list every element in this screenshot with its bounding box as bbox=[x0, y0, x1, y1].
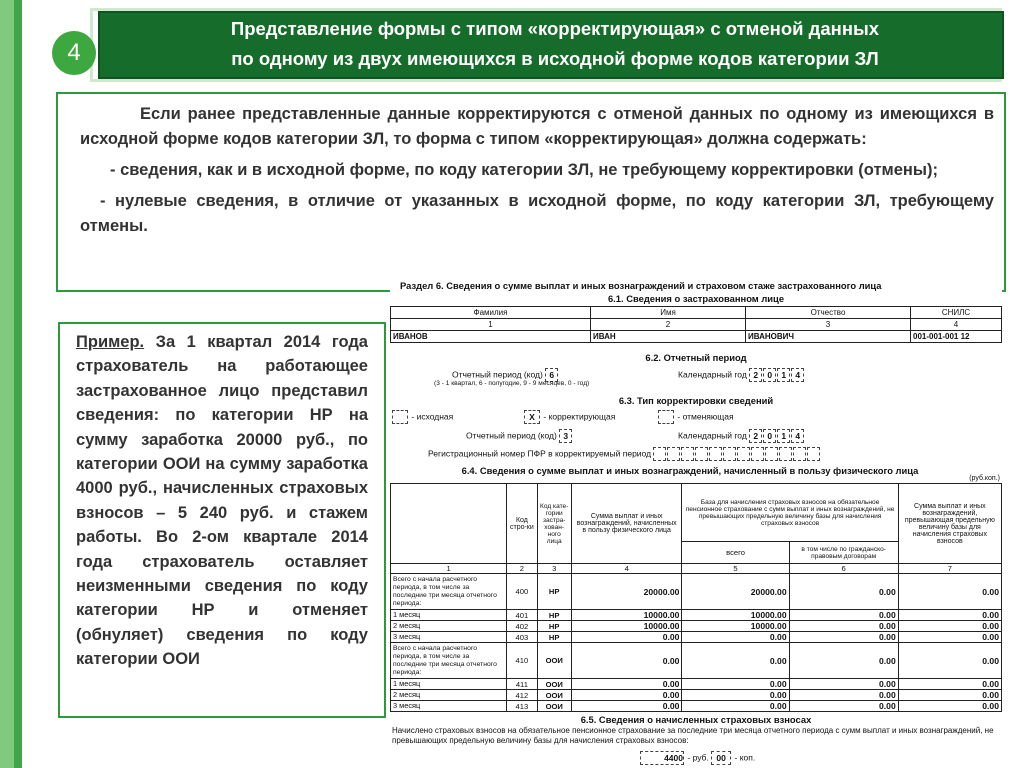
person-num: 4 bbox=[911, 319, 1002, 331]
table-row bbox=[391, 632, 1002, 643]
row-code: 410 bbox=[507, 643, 537, 679]
type-original-box bbox=[392, 410, 408, 424]
year-label: Календарный год bbox=[678, 369, 747, 380]
row-base-total: 0.00 bbox=[682, 701, 789, 712]
person-header: Имя bbox=[591, 307, 746, 319]
reg-box bbox=[667, 447, 680, 461]
s65-text: Начислено страховых взносов на обязательное пенсионное страхование за последние три месяца отчетного периода с сумм выплат и иных вознаграждений, не превышающих предельную величину базы для начисления страховых взносов: bbox=[392, 726, 994, 745]
table-row bbox=[391, 679, 1002, 690]
row-code: 411 bbox=[507, 679, 537, 690]
row-base-total: 0.00 bbox=[682, 632, 789, 643]
corr-period-code-box: 3 bbox=[559, 429, 572, 443]
row-label: 2 месяц bbox=[391, 621, 507, 632]
row-code: 413 bbox=[507, 701, 537, 712]
example-box bbox=[58, 322, 386, 718]
slide-title-line1: Представление формы с типом «корректирующая» с отменой данных bbox=[230, 18, 880, 39]
row-label: Всего с начала расчетного периода, в том числе за последние три месяца отчетного периода: bbox=[391, 643, 507, 679]
col-header-category: Код кате-гории застра-хован-ного лица bbox=[537, 484, 571, 564]
row-payments: 0.00 bbox=[571, 679, 682, 690]
row-base-civil: 0.00 bbox=[789, 632, 898, 643]
person-num: 2 bbox=[591, 319, 746, 331]
col-num: 4 bbox=[571, 564, 682, 574]
type-original-label: - исходная bbox=[411, 411, 454, 422]
type-cancel-label: - отменяющая bbox=[677, 411, 734, 422]
form-s61-title: 6.1. Сведения о застрахованном лице bbox=[607, 293, 785, 304]
period-label: Отчетный период (код) bbox=[452, 369, 543, 380]
col-header-payments: Сумма выплат и иных вознаграждений, начисленных в пользу физического лица bbox=[571, 484, 682, 564]
row-base-civil: 0.00 bbox=[789, 610, 898, 621]
row-base-total: 20000.00 bbox=[682, 574, 789, 610]
year-digit-box: 1 bbox=[777, 368, 790, 382]
row-payments: 20000.00 bbox=[571, 574, 682, 610]
row-code: 400 bbox=[507, 574, 537, 610]
intro-paragraph-2: - сведения, как и в исходной форме, по коду категории ЗЛ, не требующему корректировки (отмены); bbox=[110, 161, 938, 179]
row-category: ООИ bbox=[537, 701, 571, 712]
col-num: 6 bbox=[789, 564, 898, 574]
person-num: 3 bbox=[746, 319, 911, 331]
unit-label: (руб.коп.) bbox=[969, 475, 1000, 482]
left-decor-stripe bbox=[14, 0, 22, 768]
table-row bbox=[391, 621, 1002, 632]
col-num: 2 bbox=[507, 564, 537, 574]
col-num: 1 bbox=[391, 564, 507, 574]
slide-title-line2: по одному из двух имеющихся в исходной форме кодов категории ЗЛ bbox=[231, 48, 879, 69]
reg-row bbox=[428, 447, 821, 461]
row-excess: 0.00 bbox=[898, 690, 1001, 701]
type-cancel-row bbox=[658, 410, 734, 424]
s65-kop-box: 00 bbox=[711, 751, 731, 765]
row-excess: 0.00 bbox=[898, 610, 1001, 621]
row-label: Всего с начала расчетного периода, в том числе за последние три месяца отчетного периода: bbox=[391, 574, 507, 610]
person-patronymic: ИВАНОВИЧ bbox=[746, 331, 911, 343]
row-payments: 0.00 bbox=[571, 632, 682, 643]
person-table bbox=[390, 306, 1002, 343]
row-base-civil: 0.00 bbox=[789, 690, 898, 701]
type-original-row bbox=[392, 410, 453, 424]
slide-number-badge: 4 bbox=[52, 31, 96, 75]
row-category: НР bbox=[537, 621, 571, 632]
year-digit-box: 2 bbox=[749, 368, 762, 382]
form-s63-title: 6.3. Тип корректировки сведений bbox=[618, 395, 774, 406]
row-payments: 0.00 bbox=[571, 643, 682, 679]
reg-box bbox=[765, 447, 778, 461]
example-text: За 1 квартал 2014 года страхователь на работающее застрахованное лицо представил сведения: по категории НР на сумму заработка 20000 руб., по категории ООИ на сумму заработка 4000 руб., начисленных страховых взносов – 5 240 руб. и стажем работы. Во 2-ом квартале 2014 года страхователь оставляет неизменными сведения по коду категории НР и отменяет (обнуляет) сведения по коду категории ООИ bbox=[76, 333, 368, 669]
col-header-base-civil: в том числе по гражданско-правовым договорам bbox=[789, 542, 898, 564]
col-header-base: База для начисления страховых взносов на обязательное пенсионное страхование с сумм выплат и иных вознаграждений, не превышающих предельную величину базы для начисления страховых взносов bbox=[682, 484, 898, 542]
table-row bbox=[391, 643, 1002, 679]
col-num: 7 bbox=[898, 564, 1001, 574]
row-label: 2 месяц bbox=[391, 690, 507, 701]
row-payments: 0.00 bbox=[571, 690, 682, 701]
reg-box bbox=[793, 447, 806, 461]
row-category: ООИ bbox=[537, 643, 571, 679]
reg-box bbox=[681, 447, 694, 461]
row-category: ООИ bbox=[537, 679, 571, 690]
type-corrective-label: - корректирующая bbox=[543, 411, 616, 422]
reg-box bbox=[723, 447, 736, 461]
s65-rub-box: 4400 bbox=[640, 751, 684, 765]
reg-box bbox=[779, 447, 792, 461]
form-excerpt bbox=[390, 278, 1002, 764]
row-base-civil: 0.00 bbox=[789, 574, 898, 610]
corr-period-label: Отчетный период (код) bbox=[466, 430, 557, 441]
row-base-total: 0.00 bbox=[682, 679, 789, 690]
row-base-civil: 0.00 bbox=[789, 679, 898, 690]
reg-box bbox=[709, 447, 722, 461]
row-label: 3 месяц bbox=[391, 632, 507, 643]
reg-box bbox=[737, 447, 750, 461]
s65-kop-label: - коп. bbox=[734, 752, 756, 763]
type-corrective-box: X bbox=[524, 410, 540, 424]
col-num: 5 bbox=[682, 564, 789, 574]
form-s64-title: 6.4. Сведения о сумме выплат и иных вознаграждений, начисленный в пользу физического лица bbox=[461, 465, 919, 476]
reg-box bbox=[751, 447, 764, 461]
person-name: ИВАН bbox=[591, 331, 746, 343]
row-excess: 0.00 bbox=[898, 574, 1001, 610]
row-excess: 0.00 bbox=[898, 632, 1001, 643]
corr-period-row bbox=[466, 429, 573, 443]
table-row bbox=[391, 610, 1002, 621]
row-label: 1 месяц bbox=[391, 610, 507, 621]
row-base-civil: 0.00 bbox=[789, 643, 898, 679]
col-header-1 bbox=[391, 484, 507, 564]
corr-year-digit-box: 2 bbox=[749, 429, 762, 443]
year-row bbox=[678, 368, 805, 382]
person-num: 1 bbox=[391, 319, 591, 331]
row-excess: 0.00 bbox=[898, 701, 1001, 712]
corr-year-digit-box: 1 bbox=[777, 429, 790, 443]
row-category: ООИ bbox=[537, 690, 571, 701]
row-code: 403 bbox=[507, 632, 537, 643]
type-corrective-row bbox=[524, 410, 615, 424]
type-cancel-box bbox=[658, 410, 674, 424]
row-code: 401 bbox=[507, 610, 537, 621]
row-label: 1 месяц bbox=[391, 679, 507, 690]
row-category: НР bbox=[537, 574, 571, 610]
row-base-total: 10000.00 bbox=[682, 621, 789, 632]
form-s62-title: 6.2. Отчетный период bbox=[645, 352, 747, 363]
table-row bbox=[391, 574, 1002, 610]
s65-amount-row bbox=[640, 751, 755, 765]
row-base-total: 0.00 bbox=[682, 643, 789, 679]
intro-paragraph-1: Если ранее представленные данные корректируются с отменой данных по одному из имеющихся в исходной форме кодов категории ЗЛ, то форма с типом «корректирующая» должна содержать: bbox=[80, 105, 994, 148]
row-base-total: 0.00 bbox=[682, 690, 789, 701]
row-label: 3 месяц bbox=[391, 701, 507, 712]
slide-title bbox=[120, 14, 990, 74]
table-row bbox=[391, 690, 1002, 701]
row-code: 412 bbox=[507, 690, 537, 701]
corr-year-digit-box: 4 bbox=[791, 429, 804, 443]
person-header: Фамилия bbox=[391, 307, 591, 319]
row-excess: 0.00 bbox=[898, 679, 1001, 690]
row-base-total: 10000.00 bbox=[682, 610, 789, 621]
person-surname: ИВАНОВ bbox=[391, 331, 591, 343]
period-code-box: 6 bbox=[545, 368, 558, 382]
corr-year-row bbox=[678, 429, 805, 443]
row-excess: 0.00 bbox=[898, 621, 1001, 632]
row-payments: 0.00 bbox=[571, 701, 682, 712]
row-payments: 10000.00 bbox=[571, 610, 682, 621]
row-category: НР bbox=[537, 632, 571, 643]
reg-label: Регистрационный номер ПФР в корректируемый период bbox=[428, 448, 652, 459]
person-header: Отчество bbox=[746, 307, 911, 319]
row-code: 402 bbox=[507, 621, 537, 632]
year-digit-box: 0 bbox=[763, 368, 776, 382]
year-digit-box: 4 bbox=[791, 368, 804, 382]
form-s65-title: 6.5. Сведения о начисленных страховых взносах bbox=[580, 714, 812, 725]
form-section-title: Раздел 6. Сведения о сумме выплат и иных вознаграждений и страховом стаже застрахованного лица bbox=[400, 280, 882, 291]
row-category: НР bbox=[537, 610, 571, 621]
row-payments: 10000.00 bbox=[571, 621, 682, 632]
person-header: СНИЛС bbox=[911, 307, 1002, 319]
col-header-base-total: всего bbox=[682, 542, 789, 564]
payments-table bbox=[390, 483, 1002, 712]
s65-rub-label: - руб. bbox=[687, 752, 709, 763]
col-header-code: Код стро-ки bbox=[507, 484, 537, 564]
row-excess: 0.00 bbox=[898, 643, 1001, 679]
intro-box bbox=[56, 92, 1006, 292]
person-snils: 001-001-001 12 bbox=[911, 331, 1002, 343]
row-base-civil: 0.00 bbox=[789, 701, 898, 712]
col-num: 3 bbox=[537, 564, 571, 574]
reg-box bbox=[807, 447, 820, 461]
period-hint: (3 - 1 квартал, 6 - полугодие, 9 - 9 месяцев, 0 - год) bbox=[434, 380, 590, 387]
reg-box bbox=[695, 447, 708, 461]
reg-box bbox=[653, 447, 666, 461]
corr-year-label: Календарный год bbox=[678, 430, 747, 441]
row-base-civil: 0.00 bbox=[789, 621, 898, 632]
table-row bbox=[391, 701, 1002, 712]
corr-year-digit-box: 0 bbox=[763, 429, 776, 443]
intro-paragraph-3: - нулевые сведения, в отличие от указанных в исходной форме, по коду категории ЗЛ, требующему отмены. bbox=[80, 192, 994, 235]
col-header-excess: Сумма выплат и иных вознаграждений, превышающая предельную величину базы для начисления страховых взносов bbox=[898, 484, 1001, 564]
example-label: Пример. bbox=[76, 333, 145, 351]
